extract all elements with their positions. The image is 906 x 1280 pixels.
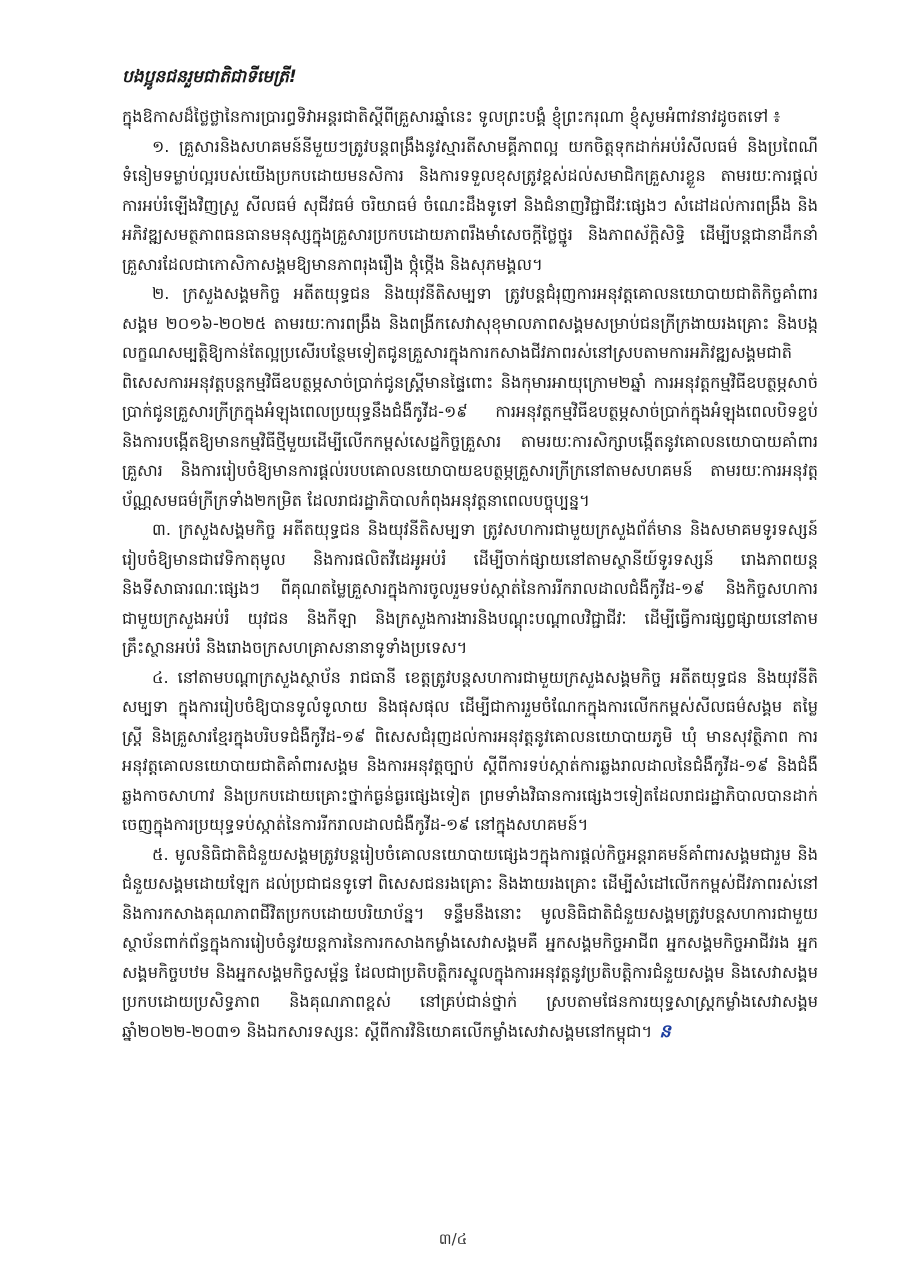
paragraph-text: ក្រសួងសង្គមកិច្ច អតីតយុទ្ធជន និងយុវនីតិសម្បទា ត្រូវបន្តជំរុញការអនុវត្តគោលនយោបាយជាតិកិច្ចគាំពារសង្គម ២០១៦-២០២៥ តាមរយៈការពង្រឹង និងពង្រីកសេវាសុខុមាលភាពសង្គមសម្រាប់ជនក្រីក្រងាយរងគ្រោះ និងបង្កលក្ខណសម្បត្តិឱ្យកាន់តែល្អប្រសើរបន្ថែមទៀតជូនគ្រួសារក្នុងការកសាងជីវភាពរស់នៅស្របតាមការអភិវឌ្ឍសង្គមជាតិ ពិសេសការអនុវត្តបន្តកម្មវិធីឧបត្ថម្ភសាច់ប្រាក់ជូនស្ត្រីមានផ្ទៃពោះ និងកុមារអាយុក្រោម២ឆ្នាំ ការអនុវត្តកម្មវិធីឧបត្ថម្ភសាច់ប្រាក់ជូនគ្រួសារក្រីក្រក្នុងអំឡុងពេលប្រយុទ្ធនឹងជំងឺកូវីដ-១៩ ការអនុវត្តកម្មវិធីឧបត្ថម្ភសាច់ប្រាក់ក្នុងអំឡុងពេលបិទខ្ទប់ និងការបង្កើតឱ្យមានកម្មវិធីថ្មីមួយដើម្បីលើកកម្ពស់សេដ្ឋកិច្ចគ្រួសារ តាមរយៈការសិក្សាបង្កើតនូវគោលនយោបាយគាំពារគ្រួសារ និងការរៀបចំឱ្យមានការផ្តល់របបគោលនយោបាយឧបត្ថម្ភគ្រួសារក្រីក្រនៅតាមសហគមន៍ តាមរយៈការអនុវត្តប័ណ្ណសមធម៌ក្រីក្រទាំង២កម្រិត ដែលរាជរដ្ឋាភិបាលកំពុងអនុវត្តនាពេលបច្ចុប្បន្ន។ [122, 284, 818, 510]
paragraph-text: នៅតាមបណ្តាក្រសួងស្ថាប័ន រាជធានី ខេត្តត្រូវបន្តសហការជាមួយក្រសួងសង្គមកិច្ច អតីតយុទ្ធជន និងយុវនីតិសម្បទា ក្នុងការរៀបចំឱ្យបានទូលំទូលាយ និងផុសផុល ដើម្បីជាការរួមចំណែកក្នុងការលើកកម្ពស់សីលធម៌សង្គម តម្លៃស្ត្រី និងគ្រួសារខ្មែរក្នុងបរិបទជំងឺកូវីដ-១៩ ពិសេសជំរុញដល់ការអនុវត្តនូវគោលនយោបាយភូមិ ឃុំ មានសុវត្ថិភាព ការអនុវត្តគោលនយោបាយជាតិគាំពារសង្គម និងការអនុវត្តច្បាប់ ស្តីពីការទប់ស្កាត់ការឆ្លងរាលដាលនៃជំងឺកូវីដ-១៩ និងជំងឺឆ្លងកាចសាហាវ និងប្រកបដោយគ្រោះថ្នាក់ធ្ងន់ធ្ងរផ្សេងទៀត ព្រមទាំងវិធានការផ្សេងៗទៀតដែលរាជរដ្ឋាភិបាលបានដាក់ចេញក្នុងការប្រយុទ្ធទប់ស្កាត់នៃការរីករាលដាលជំងឺកូវីដ-១៩ នៅក្នុងសហគមន៍។ [122, 667, 818, 834]
page-number: ៣/៤ [438, 1230, 468, 1248]
numbered-paragraph-3 [122, 515, 818, 663]
paragraph-number: ៣. [152, 520, 171, 539]
paragraph-text: មូលនិធិជាតិជំនួយសង្គមត្រូវបន្តរៀបចំគោលនយោបាយផ្សេងៗក្នុងការផ្តល់កិច្ចអន្តរាគមន៍គាំពារសង្គមជារួម និងជំនួយសង្គមដោយឡែក ដល់ប្រជាជនទូទៅ ពិសេសជនរងគ្រោះ និងងាយរងគ្រោះ ដើម្បីសំដៅលើកកម្ពស់ជីវភាពរស់នៅ និងការកសាងគុណភាពជីវិតប្រកបដោយបរិយាប័ន្ន។ ទន្ទឹមនឹងនោះ មូលនិធិជាតិជំនួយសង្គមត្រូវបន្តសហការជាមួយស្ថាប័នពាក់ព័ន្ធក្នុងការរៀបចំនូវយន្តការនៃការកសាងកម្លាំងសេវាសង្គមគឺ អ្នកសង្គមកិច្ចអាជីព អ្នកសង្គមកិច្ចអាជីវរង អ្នកសង្គមកិច្ចបឋម និងអ្នកសង្គមកិច្ចសម្ព័ន្ធ ដែលជាប្រតិបត្តិករស្នូលក្នុងការអនុវត្តនូវប្រតិបត្តិការជំនួយសង្គម និងសេវាសង្គមប្រកបដោយប្រសិទ្ធភាព និងគុណភាពខ្ពស់ នៅគ្រប់ជាន់ថ្នាក់ ស្របតាមផែនការយុទ្ធសាស្ត្រកម្លាំងសេវាសង្គម ឆ្នាំ២០២២-២០៣១ និងឯកសារទស្សនៈ ស្តីពីការវិនិយោគលើកម្លាំងសេវាសង្គមនៅកម្ពុជា។ [122, 844, 818, 1041]
intro-paragraph: ក្នុងឱកាសដ៏ថ្លៃថ្លានៃការប្រារព្ធទិវាអន្តរជាតិស្តីពីគ្រួសារឆ្នាំនេះ ទូលព្រះបង្គំ ខ្ញុំព្រះករុណា ខ្ញុំសូមអំពាវនាវដូចតទៅ ៖ [122, 107, 781, 126]
handwritten-initial-mark: ន [659, 1020, 671, 1042]
paragraph-number: ១. [152, 136, 170, 156]
salutation-heading: បងប្អូនជនរួមជាតិជាទីមេត្រី! [122, 67, 297, 87]
paragraph-number: ២. [152, 284, 170, 303]
paragraph-text: ក្រសួងសង្គមកិច្ច អតីតយុទ្ធជន និងយុវនីតិសម្បទា ត្រូវសហការជាមួយក្រសួងព័ត៌មាន និងសមាគមទូរទស្សន៍ រៀបចំឱ្យមានជាវេទិកាតុមូល និងការផលិតវីដេអូអប់រំ ដើម្បីចាក់ផ្សាយនៅតាមស្ថានីយ៍ទូរទស្សន៍ រោងភាពយន្ត និងទីសាធារណៈផ្សេងៗ ពីគុណតម្លៃគ្រួសារក្នុងការចូលរួមទប់ស្កាត់នៃការរីករាលដាលជំងឺកូវីដ-១៩ និងកិច្ចសហការជាមួយក្រសួងអប់រំ យុវជន និងកីឡា និងក្រសួងការងារនិងបណ្តុះបណ្តាលវិជ្ជាជីវៈ ដើម្បីធ្វើការផ្សព្វផ្សាយនៅតាមគ្រឹះស្ថានអប់រំ និងរោងចក្រសហគ្រាសនានាទូទាំងប្រទេស។ [122, 520, 818, 657]
numbered-paragraph-4 [122, 663, 818, 840]
paragraph-number: ៥. [152, 844, 169, 864]
paragraph-number: ៤. [152, 667, 169, 687]
numbered-paragraph-5 [122, 840, 818, 1047]
numbered-paragraph-2 [122, 279, 818, 515]
paragraph-text: គ្រួសារនិងសហគមន៍នីមួយៗត្រូវបន្តពង្រឹងនូវស្មារតីសាមគ្គីភាពល្អ យកចិត្តទុកដាក់អប់រំសីលធម៌ និងប្រពៃណីទំនៀមទម្លាប់ល្អរបស់យើងប្រកបដោយមនសិការ និងការទទួលខុសត្រូវខ្ពស់ដល់សមាជិកគ្រួសារខ្លួន តាមរយៈការផ្តល់ការអប់រំឡើងវិញស្រួ សីលធម៌ សុជីវធម៌ ចរិយាធម៌ ចំណេះដឹងទូទៅ និងជំនាញវិជ្ជាជីវៈផ្សេងៗ សំដៅដល់ការពង្រឹង និងអភិវឌ្ឍសមត្ថភាពធនធានមនុស្សក្នុងគ្រួសារប្រកបដោយភាពរឹងមាំសេចក្តីថ្លៃថ្នូរ និងភាពស័ក្តិសិទ្ធិ ដើម្បីបន្តជានាដឹកនាំគ្រួសារដែលជាកោសិកាសង្គមឱ្យមានភាពរុងរឿង ថ្កុំថ្កើង និងសុភមង្គល។ [122, 136, 818, 274]
numbered-paragraph-1 [122, 132, 818, 280]
